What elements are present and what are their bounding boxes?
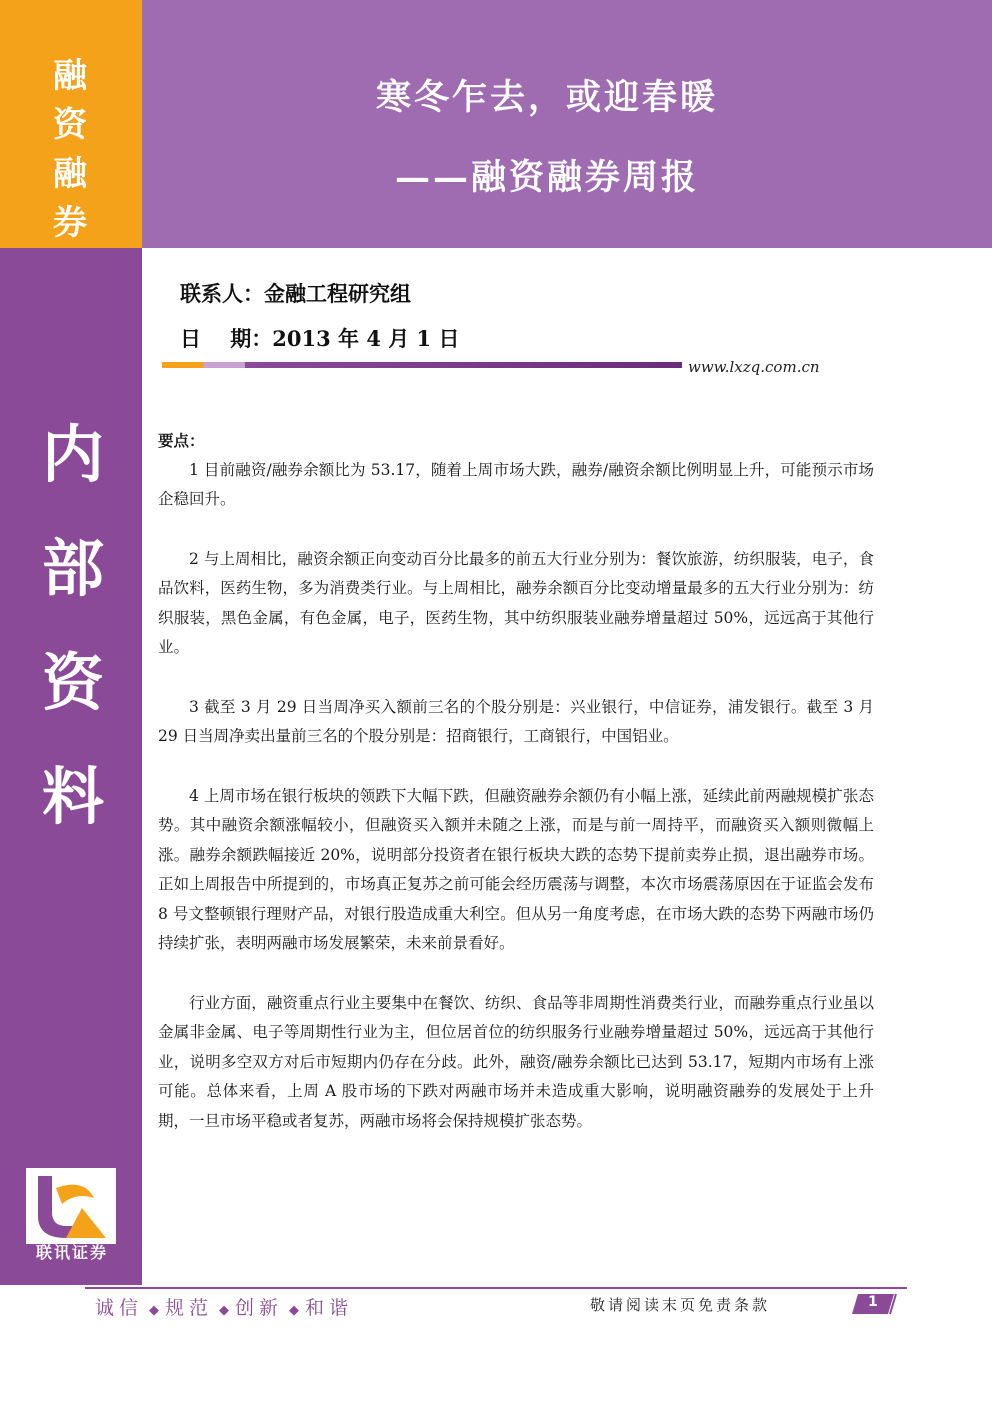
internal-material-label: 内 部 资 料 — [41, 418, 104, 833]
key-point-1: 1 目前融资/融券余额比为 53.17，随着上周市场大跌，融券/融资余额比例明显上升，可能预示市场企稳回升。 — [158, 460, 874, 508]
report-body — [158, 426, 874, 1166]
company-name: 联讯证券 — [35, 1243, 108, 1262]
category-tag-text: 融 资 融 券 — [53, 56, 87, 243]
industry-summary: 行业方面，融资重点行业主要集中在餐饮、纺织、食品等非周期性消费类行业，而融券重点行业虽以金属非金属、电子等周期性行业为主，但位居首位的纺织服务行业融券增量超过 50%，远远高于其他行业，说明多空双方对后市短期内仍存在分歧。此外，融资/融券余额比已达到 53.17，短期内市场有上涨可能。总体来看，上周 A 股市场的下跌对两融市场并未造成重大影响，说明融资融券的发展处于上升期，一旦市场平稳或者复苏，两融市场将会保持规模扩张态势。 — [158, 993, 874, 1130]
diamond-icon: ◆ — [289, 1303, 300, 1318]
company-motto: 诚信 ◆ 规范 ◆ 创新 ◆ 和谐 — [95, 1297, 354, 1319]
key-point-4: 4 上周市场在银行板块的领跌下大幅下跌，但融资融券余额仍有小幅上涨，延续此前两融规模扩张态势。其中融资余额涨幅较小，但融资买入额并未随之上涨，而是与前一周持平，而融资买入额则微幅上涨。融券余额跌幅接近 20%，说明部分投资者在银行板块大跌的态势下提前卖券止损，退出融券市场。正如上周报告中所提到的，市场真正复苏之前可能会经历震荡与调整，本次市场震荡原因在于证监会发布 8 号文整顿银行理财产品，对银行股造成重大利空。但从另一角度考虑，在市场大跌的态势下两融市场仍持续扩张，表明两融市场发展繁荣，未来前景看好。 — [158, 786, 874, 952]
diamond-icon: ◆ — [219, 1303, 230, 1318]
date-line: 日 期：2013 年 4 月 1 日 — [180, 326, 460, 351]
category-tag — [0, 0, 142, 248]
key-points-heading: 要点： — [158, 431, 205, 450]
website-url[interactable]: www.lxzq.com.cn — [688, 358, 820, 376]
page-number: 1 — [868, 1294, 878, 1310]
header-divider — [162, 362, 682, 368]
header-band — [142, 0, 992, 248]
footer-divider — [85, 1287, 907, 1289]
key-point-3: 3 截至 3 月 29 日当周净买入额前三名的个股分别是：兴业银行，中信证券，浦发银行。截至 3 月 29 日当周净卖出量前三名的个股分别是：招商银行，工商银行，中国铝业。 — [158, 697, 874, 745]
report-title: 寒冬乍去，或迎春暖 — [375, 77, 718, 118]
disclaimer-note: 敬请阅读末页免责条款 — [590, 1296, 771, 1314]
key-point-2: 2 与上周相比，融资余额正向变动百分比最多的前五大行业分别为：餐饮旅游，纺织服装，电子，食品饮料，医药生物，多为消费类行业。与上周相比，融券余额百分比变动增量最多的五大行业分别为：纺织服装，黑色金属，有色金属，电子，医药生物，其中纺织服装业融券增量超过 50%，远远高于其他行业。 — [158, 549, 874, 656]
report-subtitle: ——融资融券周报 — [394, 157, 699, 198]
page-number-badge — [850, 1292, 902, 1316]
diamond-icon: ◆ — [149, 1303, 160, 1318]
contact-line: 联系人：金融工程研究组 — [180, 281, 411, 306]
